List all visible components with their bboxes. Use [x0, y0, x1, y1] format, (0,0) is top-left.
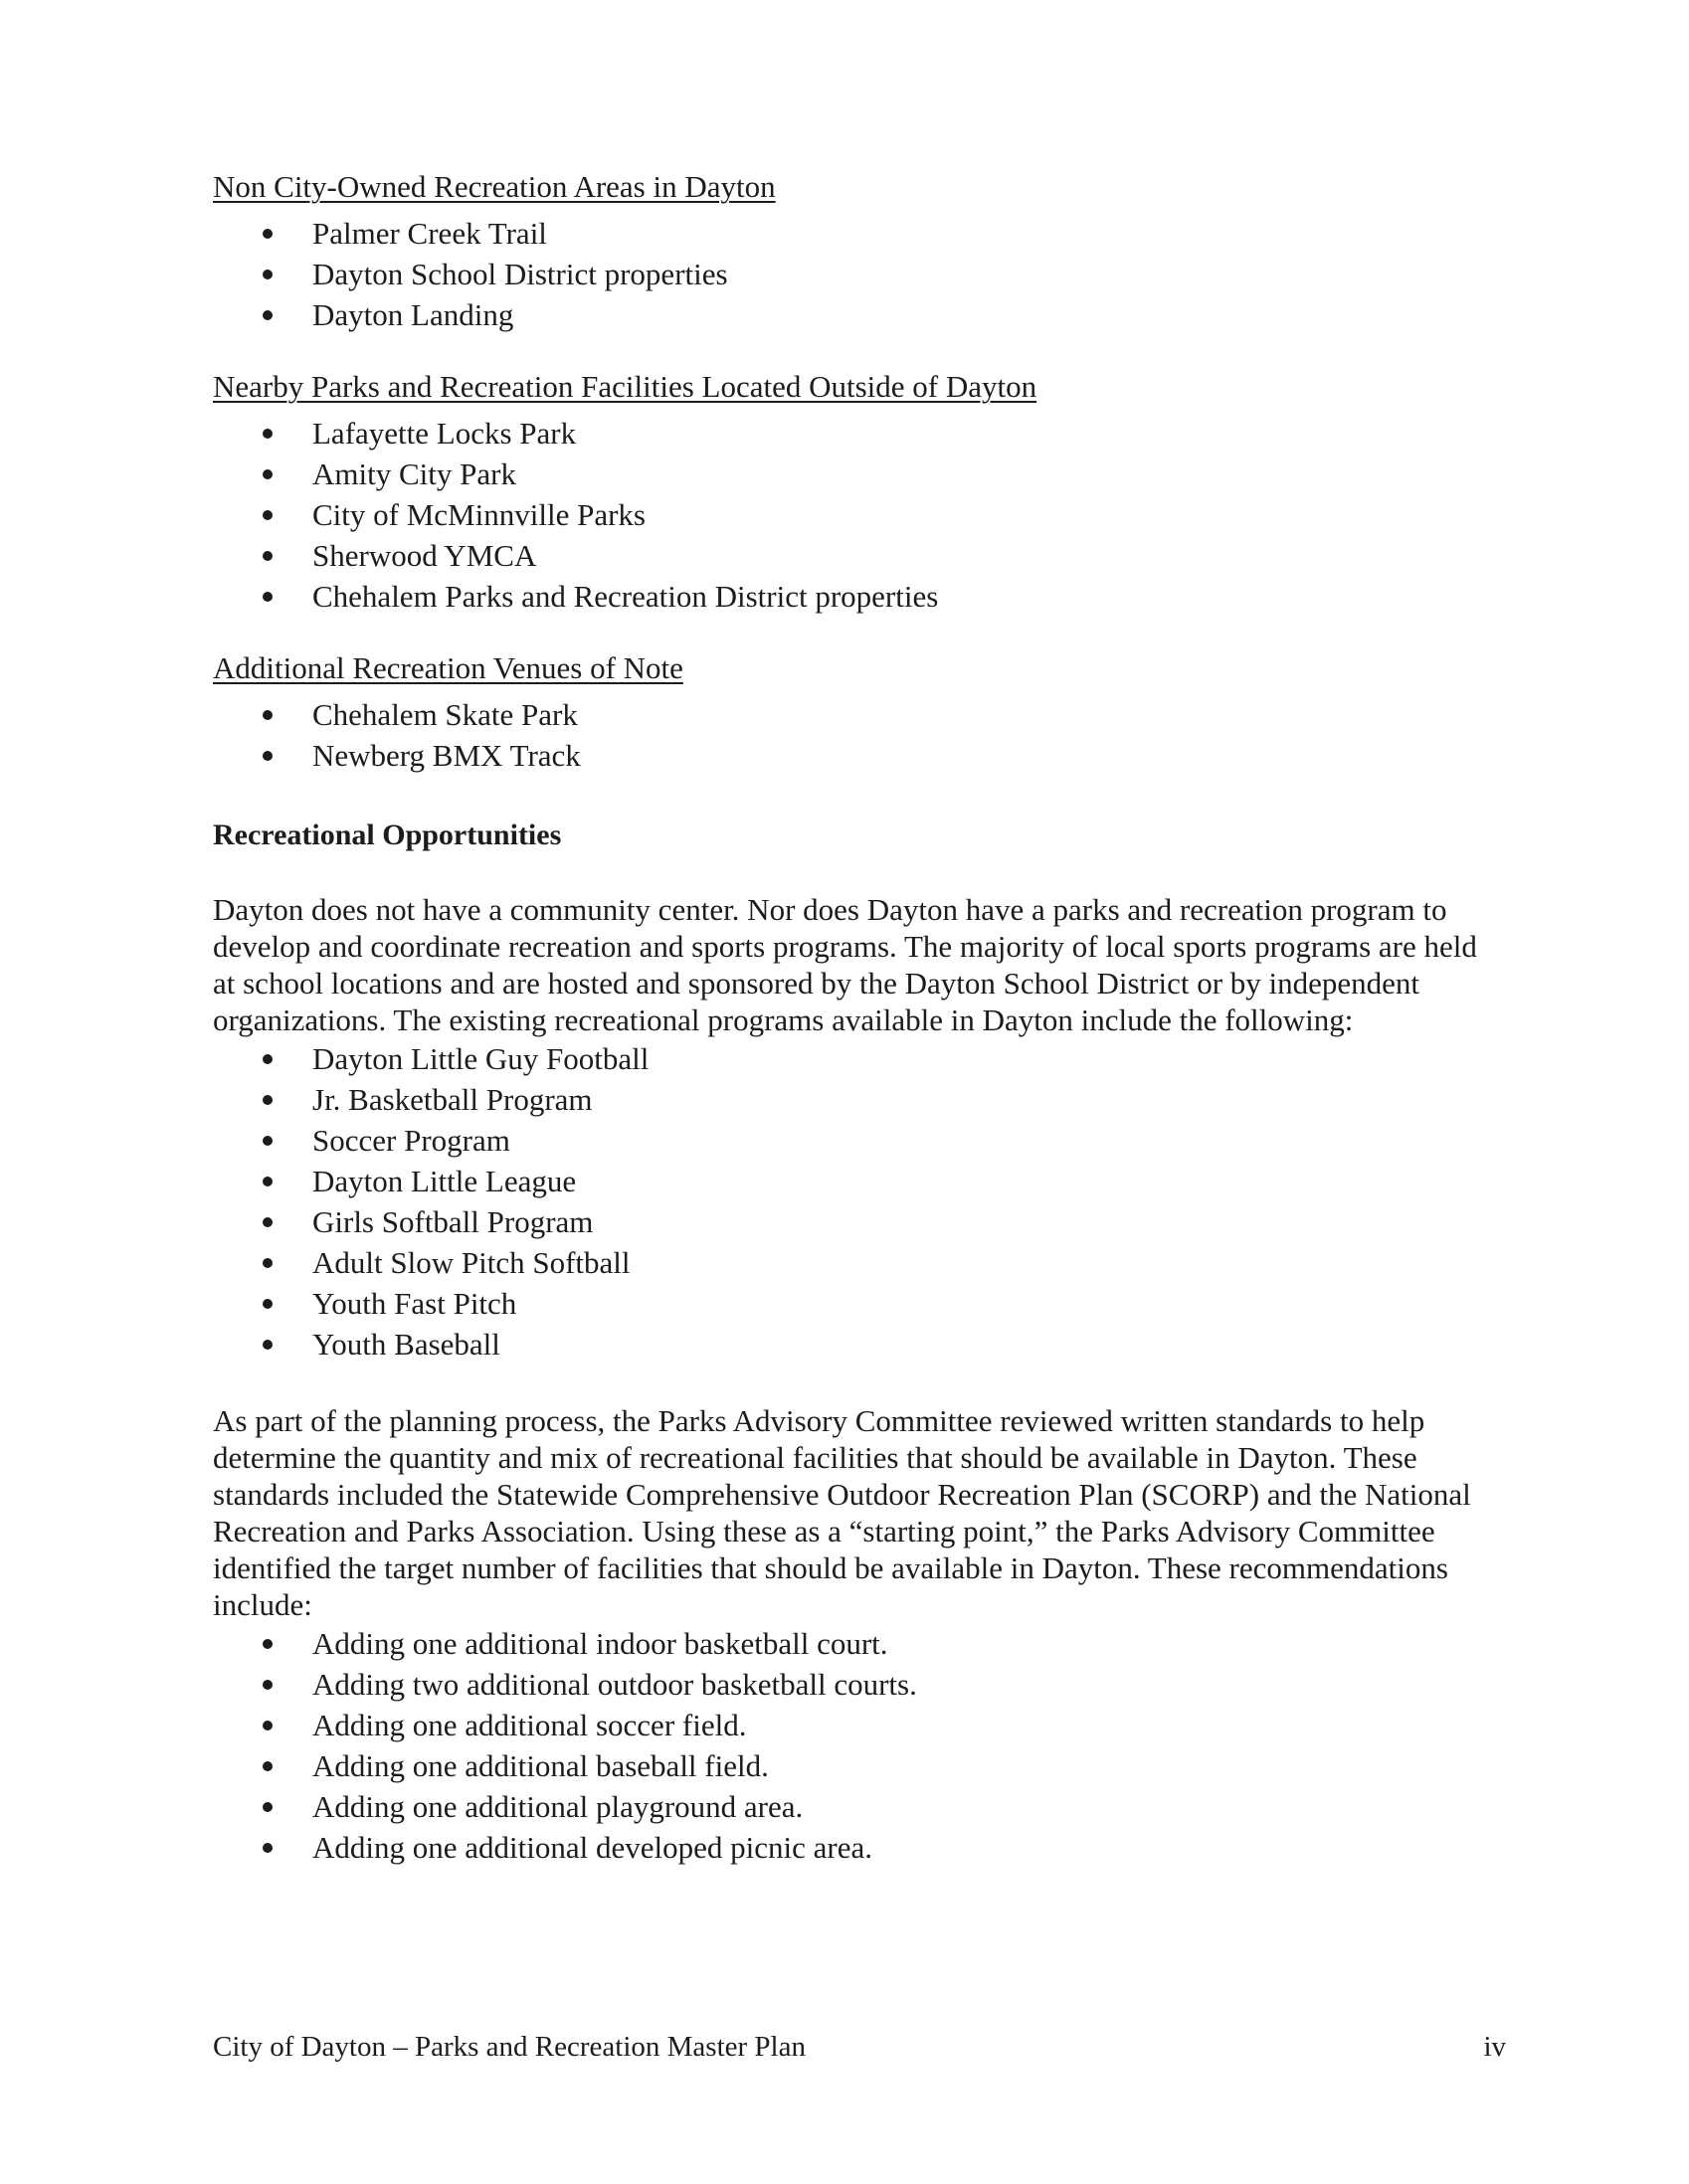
recommendations-list [213, 1623, 1506, 1868]
list-item: Youth Fast Pitch [263, 1283, 1506, 1324]
list-item: City of McMinnville Parks [263, 494, 1506, 535]
programs-list [213, 1038, 1506, 1365]
non-city-owned-list [213, 213, 1506, 335]
page-footer [213, 2029, 1506, 2065]
page-content [213, 167, 1506, 1868]
list-item: Adding one additional baseball field. [263, 1745, 1506, 1786]
additional-venues-heading: Additional Recreation Venues of Note [213, 650, 683, 685]
list-item: Adding two additional outdoor basketball courts. [263, 1664, 1506, 1705]
list-item: Sherwood YMCA [263, 535, 1506, 576]
list-item: Adding one additional indoor basketball court. [263, 1623, 1506, 1664]
list-item: Dayton Landing [263, 294, 1506, 335]
list-item: Chehalem Parks and Recreation District properties [263, 576, 1506, 617]
page-number: iv [1483, 2031, 1506, 2063]
list-item: Soccer Program [263, 1120, 1506, 1161]
nearby-facilities-heading: Nearby Parks and Recreation Facilities Located Outside of Dayton [213, 369, 1037, 404]
list-item: Jr. Basketball Program [263, 1079, 1506, 1120]
nearby-facilities-list [213, 413, 1506, 617]
list-item: Girls Softball Program [263, 1201, 1506, 1242]
list-item: Chehalem Skate Park [263, 694, 1506, 735]
additional-venues-list [213, 694, 1506, 776]
list-item: Newberg BMX Track [263, 735, 1506, 776]
list-item: Dayton Little League [263, 1161, 1506, 1201]
list-item: Adding one additional playground area. [263, 1786, 1506, 1827]
list-item: Adult Slow Pitch Softball [263, 1242, 1506, 1283]
recreational-paragraph: Dayton does not have a community center. Nor does Dayton have a parks and recreation program to develop and coordinate recreation and sports programs. The majority of local sports programs are held at school locations and are hosted and sponsored by the Dayton School District or by independent organizations. The existing recreational programs available in Dayton include the following: [213, 892, 1477, 1037]
list-item: Lafayette Locks Park [263, 413, 1506, 454]
list-item: Dayton Little Guy Football [263, 1038, 1506, 1079]
list-item: Adding one additional soccer field. [263, 1705, 1506, 1745]
footer-title: City of Dayton – Parks and Recreation Master Plan [213, 2031, 806, 2063]
list-item: Amity City Park [263, 454, 1506, 494]
list-item: Youth Baseball [263, 1324, 1506, 1365]
recreational-opportunities-heading: Recreational Opportunities [213, 819, 562, 851]
planning-paragraph: As part of the planning process, the Parks Advisory Committee reviewed written standards to help determine the quantity and mix of recreational facilities that should be available in Dayton. These standards included the Statewide Comprehensive Outdoor Recreation Plan (SCORP) and the National Recreation and Parks Association. Using these as a “starting point,” the Parks Advisory Committee identified the target number of facilities that should be available in Dayton. These recommendations include: [213, 1403, 1471, 1622]
non-city-owned-heading: Non City-Owned Recreation Areas in Dayton [213, 169, 776, 204]
list-item: Adding one additional developed picnic area. [263, 1827, 1506, 1868]
list-item: Dayton School District properties [263, 254, 1506, 294]
list-item: Palmer Creek Trail [263, 213, 1506, 254]
